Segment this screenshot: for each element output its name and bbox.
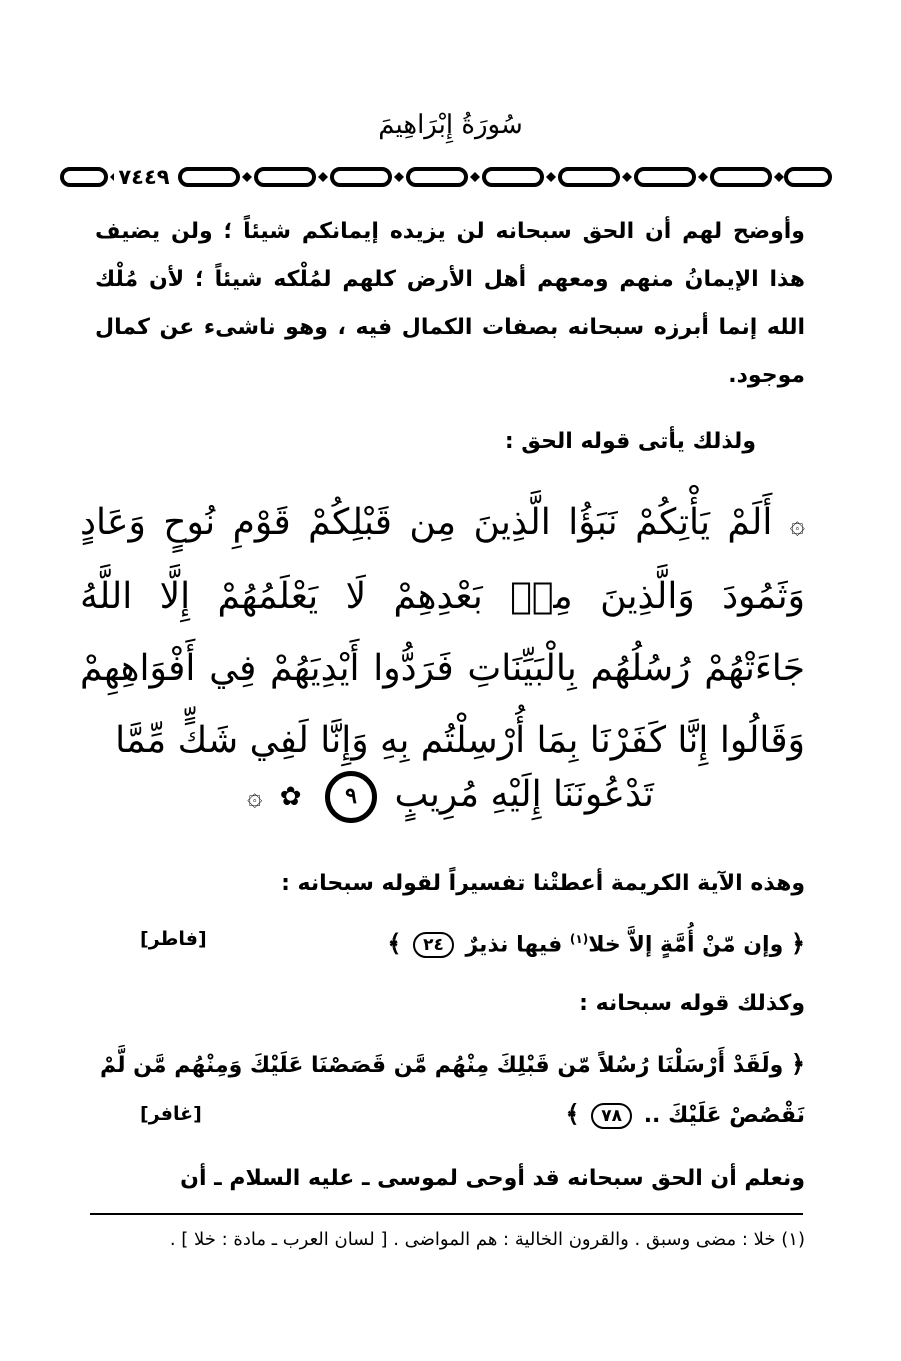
explanation-paragraph: وهذه الآية الكريمة أعطتْنا تفسيراً لقوله سبحانه : <box>281 871 805 896</box>
transition-paragraph: وكذلك قوله سبحانه : <box>579 991 805 1016</box>
footnote-marker: (١) <box>569 932 589 946</box>
quote-fatir-text: وإن مّنْ أُمَّةٍ إلاَّ خلا <box>588 932 784 958</box>
quran-verse-last-line <box>0 765 901 827</box>
footnote-divider <box>90 1213 803 1215</box>
ayah-number-badge: ٩ <box>325 771 377 823</box>
quote-close-bracket: ﴾ <box>387 929 402 958</box>
footnote: (١) خلا : مضى وسبق . والقرون الخالية : هم المواضى . [ لسان العرب ـ مادة : خلا ] . <box>169 1229 805 1250</box>
source-ghafir: [غافر] <box>140 1103 202 1125</box>
quote-ghafir-line-1 <box>100 1040 805 1090</box>
quote-ghafir-text-1: ولَقَدْ أَرْسَلْنَا رُسُلاً مّن قَبْلِكَ مِنْهُم مَّن قَصَصْنَا عَلَيْكَ وَمِنْهُم مَّن لَّمْ <box>99 1053 784 1078</box>
quote-open-bracket: ﴿ <box>790 929 805 958</box>
quote-ghafir-line-2 <box>566 1090 805 1140</box>
ayah-ref-badge: ٢٤ <box>413 932 454 958</box>
ornament-chain-divider <box>60 163 832 191</box>
quote-fatir-text-after: فيها نذيرٌ <box>465 932 563 958</box>
page-number: ٧٤٤٩ <box>114 163 174 191</box>
quote-ghafir-text-2: نَقْصُصْ عَلَيْكَ .. <box>643 1103 805 1128</box>
ayah-ref-badge: ٧٨ <box>591 1103 632 1129</box>
source-fatir: [فاطر] <box>140 928 207 950</box>
quote-fatir <box>387 915 805 969</box>
quran-verse <box>80 487 805 777</box>
intro-paragraph: وأوضح لهم أن الحق سبحانه لن يزيده إيمانكم شيئاً ؛ ولن يضيف هذا الإيمانُ منهم ومعهم أهل الأرض كلهم لمُلْكه شيئاً ؛ لأن مُلْك الله إنما أبرزه سبحانه بصفات الكمال فيه ، وهو ناشىء عن كمال موجود. <box>95 219 805 388</box>
lead-in-paragraph: ولذلك يأتى قوله الحق : <box>504 429 756 454</box>
closing-paragraph: ونعلم أن الحق سبحانه قد أوحى لموسى ـ عليه السلام ـ أن <box>180 1166 805 1191</box>
quran-verse-last-text: تَدْعُونَنَا إِلَيْهِ مُرِيبٍ <box>394 774 654 815</box>
quote-open-bracket: ﴿ <box>790 1050 805 1078</box>
quote-close-bracket: ﴾ <box>565 1100 580 1128</box>
verse-open-ornament-icon: ۞ <box>789 510 805 540</box>
verse-close-ornament-icon: ۞ <box>247 782 263 812</box>
flower-ornament-icon: ✿ <box>279 782 302 812</box>
quran-verse-text: أَلَمْ يَأْتِكُمْ نَبَؤُا الَّذِينَ مِن قَبْلِكُمْ قَوْمِ نُوحٍ وَعَادٍ وَثَمُودَ وَالَّذِينَ مِنۢ بَعْدِهِمْ لَا يَعْلَمُهُمْ إِلَّا اللَّهُ جَاءَتْهُمْ رُسُلُهُم بِالْبَيِّنَاتِ فَرَدُّوا أَيْدِيَهُمْ فِي أَفْوَاهِهِمْ وَقَالُوا إِنَّا كَفَرْنَا بِمَا أُرْسِلْتُم بِهِ وَإِنَّا لَفِي شَكٍّ مِّمَّا <box>80 502 805 761</box>
surah-title: سُورَةُ إِبْرَاهِيمَ <box>378 110 523 140</box>
